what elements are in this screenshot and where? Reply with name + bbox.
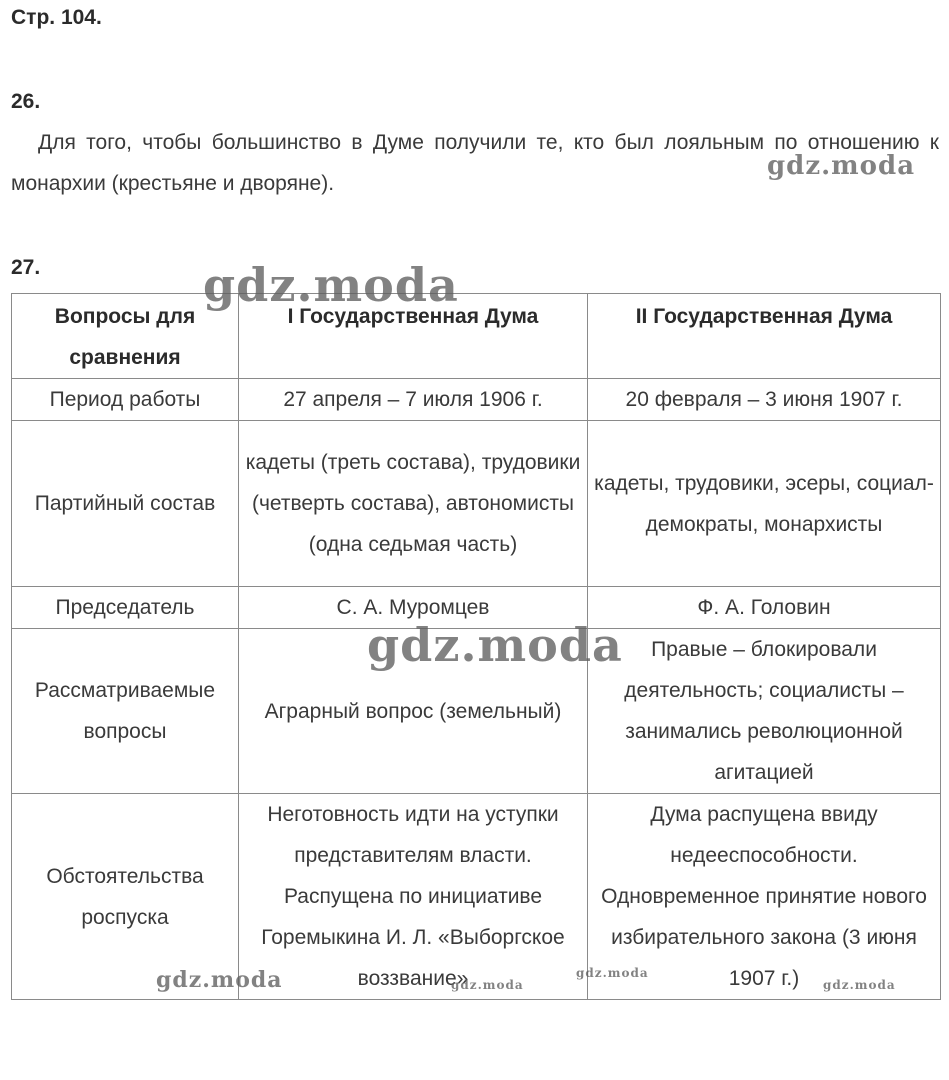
watermark: gdz.moda <box>156 967 283 993</box>
task-27-number: 27. <box>11 256 41 279</box>
row-label: Рассматриваемые вопросы <box>12 629 239 794</box>
table-row <box>12 587 941 629</box>
watermark: gdz.moda <box>576 966 649 980</box>
row-label: Период работы <box>12 379 239 421</box>
watermark: gdz.moda <box>451 978 524 992</box>
duma-1-cell: Неготовность идти на уступки представителям власти. Распущена по инициативе Горемыкина И. Л. «Выборгское воззвание» <box>239 794 588 1000</box>
header-questions: Вопросы для сравнения <box>12 294 239 379</box>
watermark: gdz.moda <box>203 258 459 312</box>
table-row <box>12 421 941 587</box>
duma-1-cell: 27 апреля – 7 июля 1906 г. <box>239 379 588 421</box>
duma-comparison-table <box>11 293 941 1000</box>
task-26-number: 26. <box>11 90 41 113</box>
duma-2-cell: Дума распущена ввиду недееспособности. Одновременное принятие нового избирательного закона (3 июня 1907 г.) <box>588 794 941 1000</box>
duma-2-cell: Правые – блокировали деятельность; социалисты – занимались революционной агитацией <box>588 629 941 794</box>
duma-2-cell: 20 февраля – 3 июня 1907 г. <box>588 379 941 421</box>
duma-2-cell: кадеты, трудовики, эсеры, социал-демократы, монархисты <box>588 421 941 587</box>
duma-2-cell: Ф. А. Головин <box>588 587 941 629</box>
duma-1-cell: кадеты (треть состава), трудовики (четверть состава), автономисты (одна седьмая часть) <box>239 421 588 587</box>
table-row <box>12 629 941 794</box>
row-label: Председатель <box>12 587 239 629</box>
table-row <box>12 794 941 1000</box>
task-26-answer: Для того, чтобы большинство в Думе получили те, кто был лояльным по отношению к монархии (крестьяне и дворяне). <box>11 131 939 195</box>
watermark: gdz.moda <box>767 151 916 181</box>
page-reference: Стр. 104. <box>11 6 102 29</box>
watermark: gdz.moda <box>823 978 896 992</box>
watermark: gdz.moda <box>367 618 623 672</box>
header-duma-1: I Государственная Дума <box>239 294 588 379</box>
table-row <box>12 379 941 421</box>
duma-1-cell: С. А. Муромцев <box>239 587 588 629</box>
header-duma-2: II Государственная Дума <box>588 294 941 379</box>
row-label: Обстоятельства роспуска <box>12 794 239 1000</box>
row-label: Партийный состав <box>12 421 239 587</box>
duma-1-cell: Аграрный вопрос (земельный) <box>239 629 588 794</box>
table-header-row <box>12 294 941 379</box>
